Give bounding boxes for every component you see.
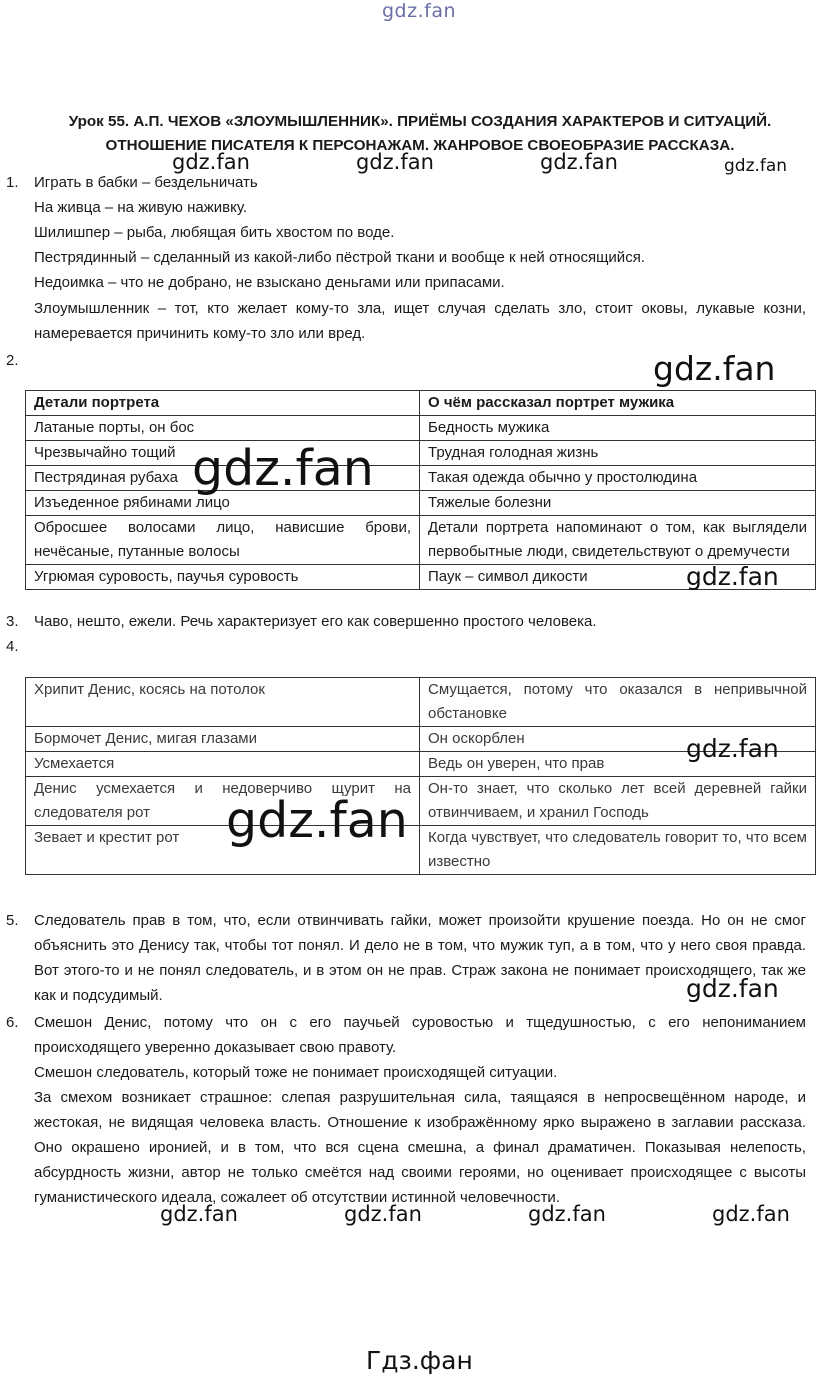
- table-cell: Изъеденное рябинами лицо: [26, 491, 420, 516]
- table-cell: Паук – символ дикости: [420, 565, 816, 590]
- glossary-line: Пестрядинный – сделанный из какой-либо пёстрой ткани и вообще к ней относящийся.: [34, 249, 645, 266]
- watermark: gdz.fan: [724, 156, 788, 176]
- glossary-line: Играть в бабки – бездельничать: [34, 174, 258, 191]
- table-row: [26, 777, 816, 826]
- table-row: [26, 678, 816, 727]
- glossary-line: Недоимка – что не добрано, не взыскано деньгами или припасами.: [34, 274, 505, 291]
- watermark-top: gdz.fan: [382, 0, 457, 22]
- table-row: [26, 441, 816, 466]
- table-cell: Обросшее волосами лицо, нависшие брови, нечёсаные, путанные волосы: [26, 516, 420, 565]
- glossary-line: Шилишпер – рыба, любящая бить хвостом по воде.: [34, 224, 395, 241]
- section-2-number: 2.: [6, 352, 19, 369]
- glossary-line: На живца – на живую наживку.: [34, 199, 248, 216]
- section-6-number: 6.: [6, 1014, 19, 1031]
- table-cell: Угрюмая суровость, паучья суровость: [26, 565, 420, 590]
- table-cell: Бормочет Денис, мигая глазами: [26, 727, 420, 752]
- table-cell: Латаные порты, он бос: [26, 416, 420, 441]
- table-cell: Такая одежда обычно у простолюдина: [420, 466, 816, 491]
- watermark: gdz.fan: [226, 792, 408, 849]
- table-cell: Усмехается: [26, 752, 420, 777]
- section-6-paragraph: За смехом возникает страшное: слепая разрушительная сила, таящаяся в непросвещённом народе, и жестокая, не видящая человека власть. Отношение к изображённому ярко выражено в заглавии рассказа. Оно окрашено иронией, и в том, что вся сцена смешна, а финал драматичен. Показывая нелепость, абсурдность жизни, автор не только смеётся над своими героями, но оценивает происходящее с высоты гуманистического идеала, сожалеет об отсутствии истинной человечности.: [34, 1089, 806, 1206]
- watermark: gdz.fan: [686, 974, 779, 1003]
- table-cell: Зевает и крестит рот: [26, 826, 420, 875]
- table-cell: Смущается, потому что оказался в непривычной обстановке: [420, 678, 816, 727]
- watermark: gdz.fan: [344, 1202, 422, 1226]
- table-cell: Бедность мужика: [420, 416, 816, 441]
- section-6-paragraph: Смешон Денис, потому что он с его паучьей суровостью и тщедушностью, с его непониманием происходящего уверенно доказывает свою правоту.: [34, 1014, 806, 1056]
- table-cell: Ведь он уверен, что прав: [420, 752, 816, 777]
- watermark: gdz.fan: [712, 1202, 790, 1226]
- table-cell: Хрипит Денис, косясь на потолок: [26, 678, 420, 727]
- lesson-title-line2: ОТНОШЕНИЕ ПИСАТЕЛЯ К ПЕРСОНАЖАМ. ЖАНРОВОЕ СВОЕОБРАЗИЕ РАССКАЗА.: [105, 137, 735, 154]
- portrait-table: [25, 390, 816, 590]
- section-5-number: 5.: [6, 912, 19, 929]
- watermark: gdz.fan: [686, 734, 779, 763]
- table-cell: Детали портрета напоминают о том, как выглядели первобытные люди, свидетельствуют о дремучести: [420, 516, 816, 565]
- table-row: [26, 416, 816, 441]
- table-cell: Когда чувствует, что следователь говорит то, что всем известно: [420, 826, 816, 875]
- speech-note: Чаво, нешто, ежели. Речь характеризует его как совершенно простого человека.: [34, 613, 597, 630]
- table-cell: Чрезвычайно тощий: [26, 441, 420, 466]
- table-cell: Тяжелые болезни: [420, 491, 816, 516]
- table-cell: Он-то знает, что сколько лет всей деревней гайки отвинчиваем, и хранил Господь: [420, 777, 816, 826]
- watermark: gdz.fan: [172, 150, 250, 174]
- table-row: [26, 491, 816, 516]
- watermark: gdz.fan: [540, 150, 618, 174]
- watermark: gdz.fan: [653, 349, 776, 388]
- table-row: [26, 826, 816, 875]
- watermark: gdz.fan: [160, 1202, 238, 1226]
- behaviour-table: [25, 677, 816, 875]
- watermark: gdz.fan: [528, 1202, 606, 1226]
- watermark: gdz.fan: [686, 562, 779, 591]
- glossary-paragraph: Злоумышленник – тот, кто желает кому-то зла, ищет случая сделать зло, стоит оковы, лукавые козни, намеревается причинить кому-то зло или вред.: [34, 300, 806, 342]
- table-cell: Он оскорблен: [420, 727, 816, 752]
- watermark: gdz.fan: [192, 440, 374, 497]
- section-5-text: Следователь прав в том, что, если отвинчивать гайки, может произойти крушение поезда. Но он не смог объяснить это Денису так, чтобы тот понял. И дело не в том, что мужик туп, а в том, что у него своя правда. Вот этого-то и не понял следователь, и в этом он не прав. Страж закона не понимает происходящего, так же как и подсудимый.: [34, 912, 806, 1004]
- section-4-number: 4.: [6, 638, 19, 655]
- table-row: [26, 516, 816, 565]
- section-6-paragraph: Смешон следователь, который тоже не понимает происходящей ситуации.: [34, 1064, 558, 1081]
- table-cell: Пестрядиная рубаха: [26, 466, 420, 491]
- watermark: gdz.fan: [356, 150, 434, 174]
- table-cell: Трудная голодная жизнь: [420, 441, 816, 466]
- table-header-row: [26, 391, 816, 416]
- footer-watermark: Гдз.фан: [366, 1346, 473, 1375]
- lesson-title-line1: Урок 55. А.П. ЧЕХОВ «ЗЛОУМЫШЛЕННИК». ПРИЁМЫ СОЗДАНИЯ ХАРАКТЕРОВ И СИТУАЦИЙ.: [68, 113, 772, 130]
- section-3-number: 3.: [6, 613, 19, 630]
- table-header-cell: О чём рассказал портрет мужика: [420, 391, 816, 416]
- table-header-cell: Детали портрета: [26, 391, 420, 416]
- table-row: [26, 466, 816, 491]
- table-cell: Денис усмехается и недоверчиво щурит на следователя рот: [26, 777, 420, 826]
- section-1-number: 1.: [6, 174, 19, 191]
